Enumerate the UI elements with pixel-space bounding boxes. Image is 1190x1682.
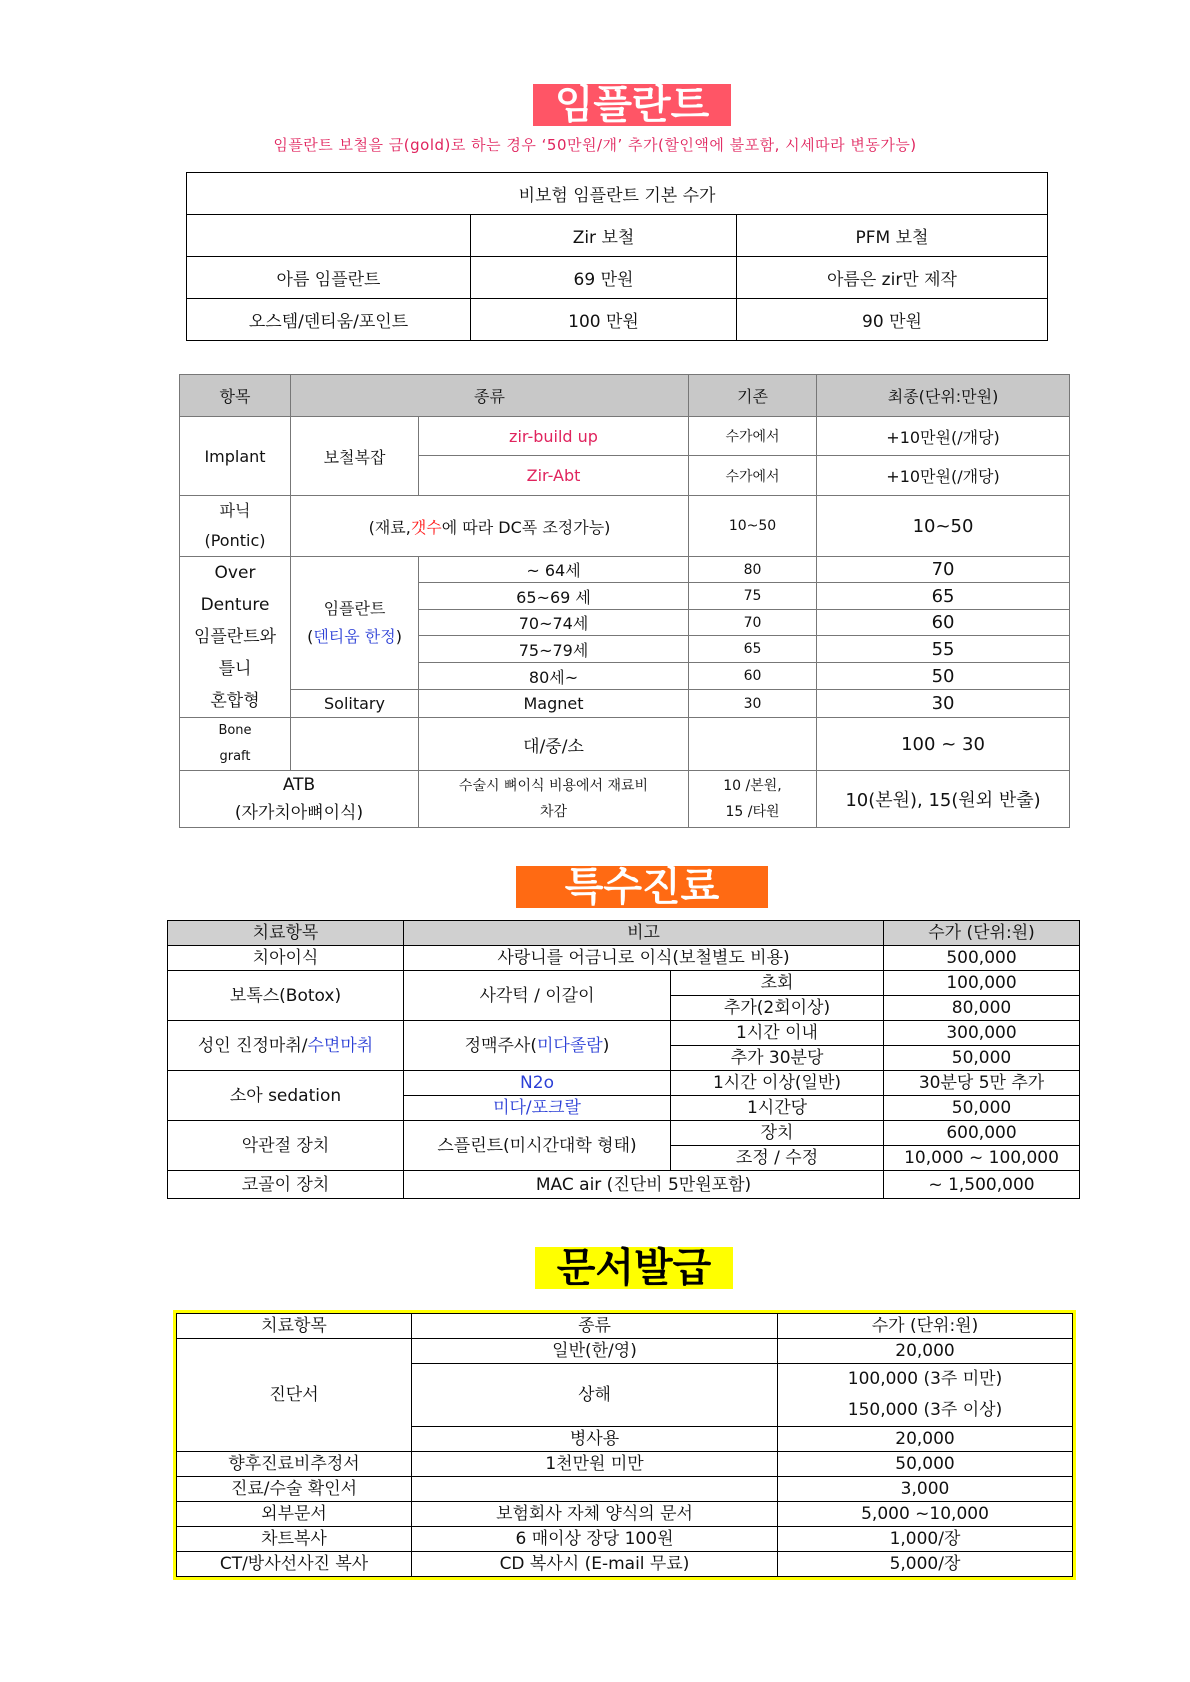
cell: 30분당 5만 추가 [884,1071,1080,1096]
cell: 보험회사 자체 양식의 문서 [412,1502,778,1527]
age-cell: 65~69 세 [419,583,689,609]
row-label: 향후진료비추정서 [177,1452,412,1477]
implant-detail-table [179,374,1070,828]
atb-label: ATB (자가치아뼈이식) [180,771,419,828]
cell: 90 만원 [737,299,1048,341]
cell: 미다/포크랄 [404,1096,671,1121]
cell: 50 [817,662,1070,690]
cell: 75 [689,583,817,609]
cell: 사랑니를 어금니로 이식(보철별도 비용) [404,946,884,971]
row-label: 진단서 [177,1339,412,1452]
cell: 30 [817,690,1070,718]
header-cell: 수가 (단위:원) [778,1314,1073,1339]
cell: +10만원(/개당) [817,417,1070,456]
bone-graft-label: Bone graft [180,718,291,771]
cell: 1시간 이내 [671,1021,884,1046]
basic-implant-table [186,172,1048,341]
row-label: 외부문서 [177,1502,412,1527]
cell: 80 [689,557,817,583]
age-cell: 80세~ [419,662,689,690]
cell: 10~50 [689,496,817,557]
cell: 65 [689,636,817,662]
implant-label: Implant [180,417,291,496]
row-label: 아름 임플란트 [187,257,471,299]
cell: 수가에서 [689,417,817,456]
atb-note: 수술시 뼈이식 비용에서 재료비 차감 [419,771,689,828]
cell: 10~50 [817,496,1070,557]
header-cell: 최종(단위:만원) [817,375,1070,417]
zir-abt: Zir-Abt [419,456,689,496]
gold-note: 임플란트 보철을 금(gold)로 하는 경우 ‘50만원/개’ 추가(할인액에 불포함, 시세따라 변동가능) [273,136,917,154]
header-cell: PFM 보철 [737,215,1048,257]
cell: 20,000 [778,1339,1073,1364]
cell [291,718,419,771]
cell: 아름은 zir만 제작 [737,257,1048,299]
header-cell: 항목 [180,375,291,417]
cell: 60 [689,662,817,690]
table-row [177,1552,1073,1577]
row-label: 치아이식 [168,946,404,971]
table-row [177,1339,1073,1364]
cell: +10만원(/개당) [817,456,1070,496]
special-title: 특수진료 [516,866,768,908]
cell: 추가(2회이상) [671,996,884,1021]
cell: ~ 1,500,000 [884,1171,1080,1199]
overdenture-label: Over Denture 임플란트와 틀니 혼합형 [180,557,291,718]
cell: 1시간 이상(일반) [671,1071,884,1096]
row-label: 진료/수술 확인서 [177,1477,412,1502]
cell: MAC air (진단비 5만원포함) [404,1171,884,1199]
age-cell: 75~79세 [419,636,689,662]
cell: CD 복사시 (E-mail 무료) [412,1552,778,1577]
row-label: 코골이 장치 [168,1171,404,1199]
row-label: 소아 sedation [168,1071,404,1121]
header-cell: Zir 보철 [471,215,737,257]
docs-title: 문서발급 [535,1247,733,1289]
cell: 초회 [671,971,884,996]
cell: 80,000 [884,996,1080,1021]
cell: 69 만원 [471,257,737,299]
cell: 60 [817,609,1070,635]
cell: 장치 [671,1121,884,1146]
cell: 5,000 ~10,000 [778,1502,1073,1527]
row-label: CT/방사선사진 복사 [177,1552,412,1577]
cell: 수가에서 [689,456,817,496]
cell: 30 [689,690,817,718]
age-cell: 70~74세 [419,609,689,635]
table-row [168,971,1080,996]
cell: 6 매이상 장당 100원 [412,1527,778,1552]
atb-final: 10(본원), 15(원외 반출) [817,771,1070,828]
complex-label: 보철복잡 [291,417,419,496]
cell: 50,000 [884,1046,1080,1071]
table-row [168,1021,1080,1046]
cell [689,718,817,771]
table-row [187,299,1048,341]
header-cell: 비고 [404,921,884,946]
cell: 50,000 [778,1452,1073,1477]
header-cell: 치료항목 [177,1314,412,1339]
cell: 병사용 [412,1427,778,1452]
table-row [177,1527,1073,1552]
cell: 1천만원 미만 [412,1452,778,1477]
solitary-label: Solitary [291,690,419,718]
cell: 1,000/장 [778,1527,1073,1552]
header-cell: 종류 [412,1314,778,1339]
cell: 조정 / 수정 [671,1146,884,1171]
cell: 100,000 [884,971,1080,996]
header-cell [187,215,471,257]
table-row [168,1171,1080,1199]
table-row [187,257,1048,299]
atb-old: 10 /본원, 15 /타원 [689,771,817,828]
pontic-note: (재료,갯수에 따라 DC폭 조정가능) [291,496,689,557]
table-row [177,1452,1073,1477]
table-row [168,946,1080,971]
cell: 70 [689,609,817,635]
cell: 100,000 (3주 미만) 150,000 (3주 이상) [778,1364,1073,1427]
table-row [177,1477,1073,1502]
cell: 상해 [412,1364,778,1427]
cell: 600,000 [884,1121,1080,1146]
cell: 65 [817,583,1070,609]
basic-table-title: 비보험 임플란트 기본 수가 [187,173,1048,215]
cell: Magnet [419,690,689,718]
header-cell: 수가 (단위:원) [884,921,1080,946]
overdenture-implant: 임플란트 (덴티움 한정) [291,557,419,690]
cell: 20,000 [778,1427,1073,1452]
row-label: 차트복사 [177,1527,412,1552]
cell: 추가 30분당 [671,1046,884,1071]
cell: 300,000 [884,1021,1080,1046]
cell: 대/중/소 [419,718,689,771]
special-table [167,920,1080,1199]
cell: 1시간당 [671,1096,884,1121]
docs-table [176,1313,1073,1577]
cell: 10,000 ~ 100,000 [884,1146,1080,1171]
table-row [168,1121,1080,1146]
cell: N2o [404,1071,671,1096]
cell: 일반(한/영) [412,1339,778,1364]
cell: 5,000/장 [778,1552,1073,1577]
age-cell: ~ 64세 [419,557,689,583]
cell: 100 만원 [471,299,737,341]
cell: 3,000 [778,1477,1073,1502]
cell: 100 ~ 30 [817,718,1070,771]
cell: 사각턱 / 이갈이 [404,971,671,1021]
table-row [177,1502,1073,1527]
zir-build-up: zir-build up [419,417,689,456]
cell: 50,000 [884,1096,1080,1121]
cell: 정맥주사(미다졸람) [404,1021,671,1071]
cell [412,1477,778,1502]
row-label: 오스템/덴티움/포인트 [187,299,471,341]
row-label: 보톡스(Botox) [168,971,404,1021]
header-cell: 기존 [689,375,817,417]
cell: 스플린트(미시간대학 형태) [404,1121,671,1171]
table-row [168,1071,1080,1096]
implant-title: 임플란트 [533,84,731,126]
row-label: 성인 진정마취/수면마취 [168,1021,404,1071]
cell: 55 [817,636,1070,662]
cell: 70 [817,557,1070,583]
pontic-label: 파닉 (Pontic) [180,496,291,557]
header-cell: 종류 [291,375,689,417]
cell: 500,000 [884,946,1080,971]
header-cell: 치료항목 [168,921,404,946]
row-label: 악관절 장치 [168,1121,404,1171]
